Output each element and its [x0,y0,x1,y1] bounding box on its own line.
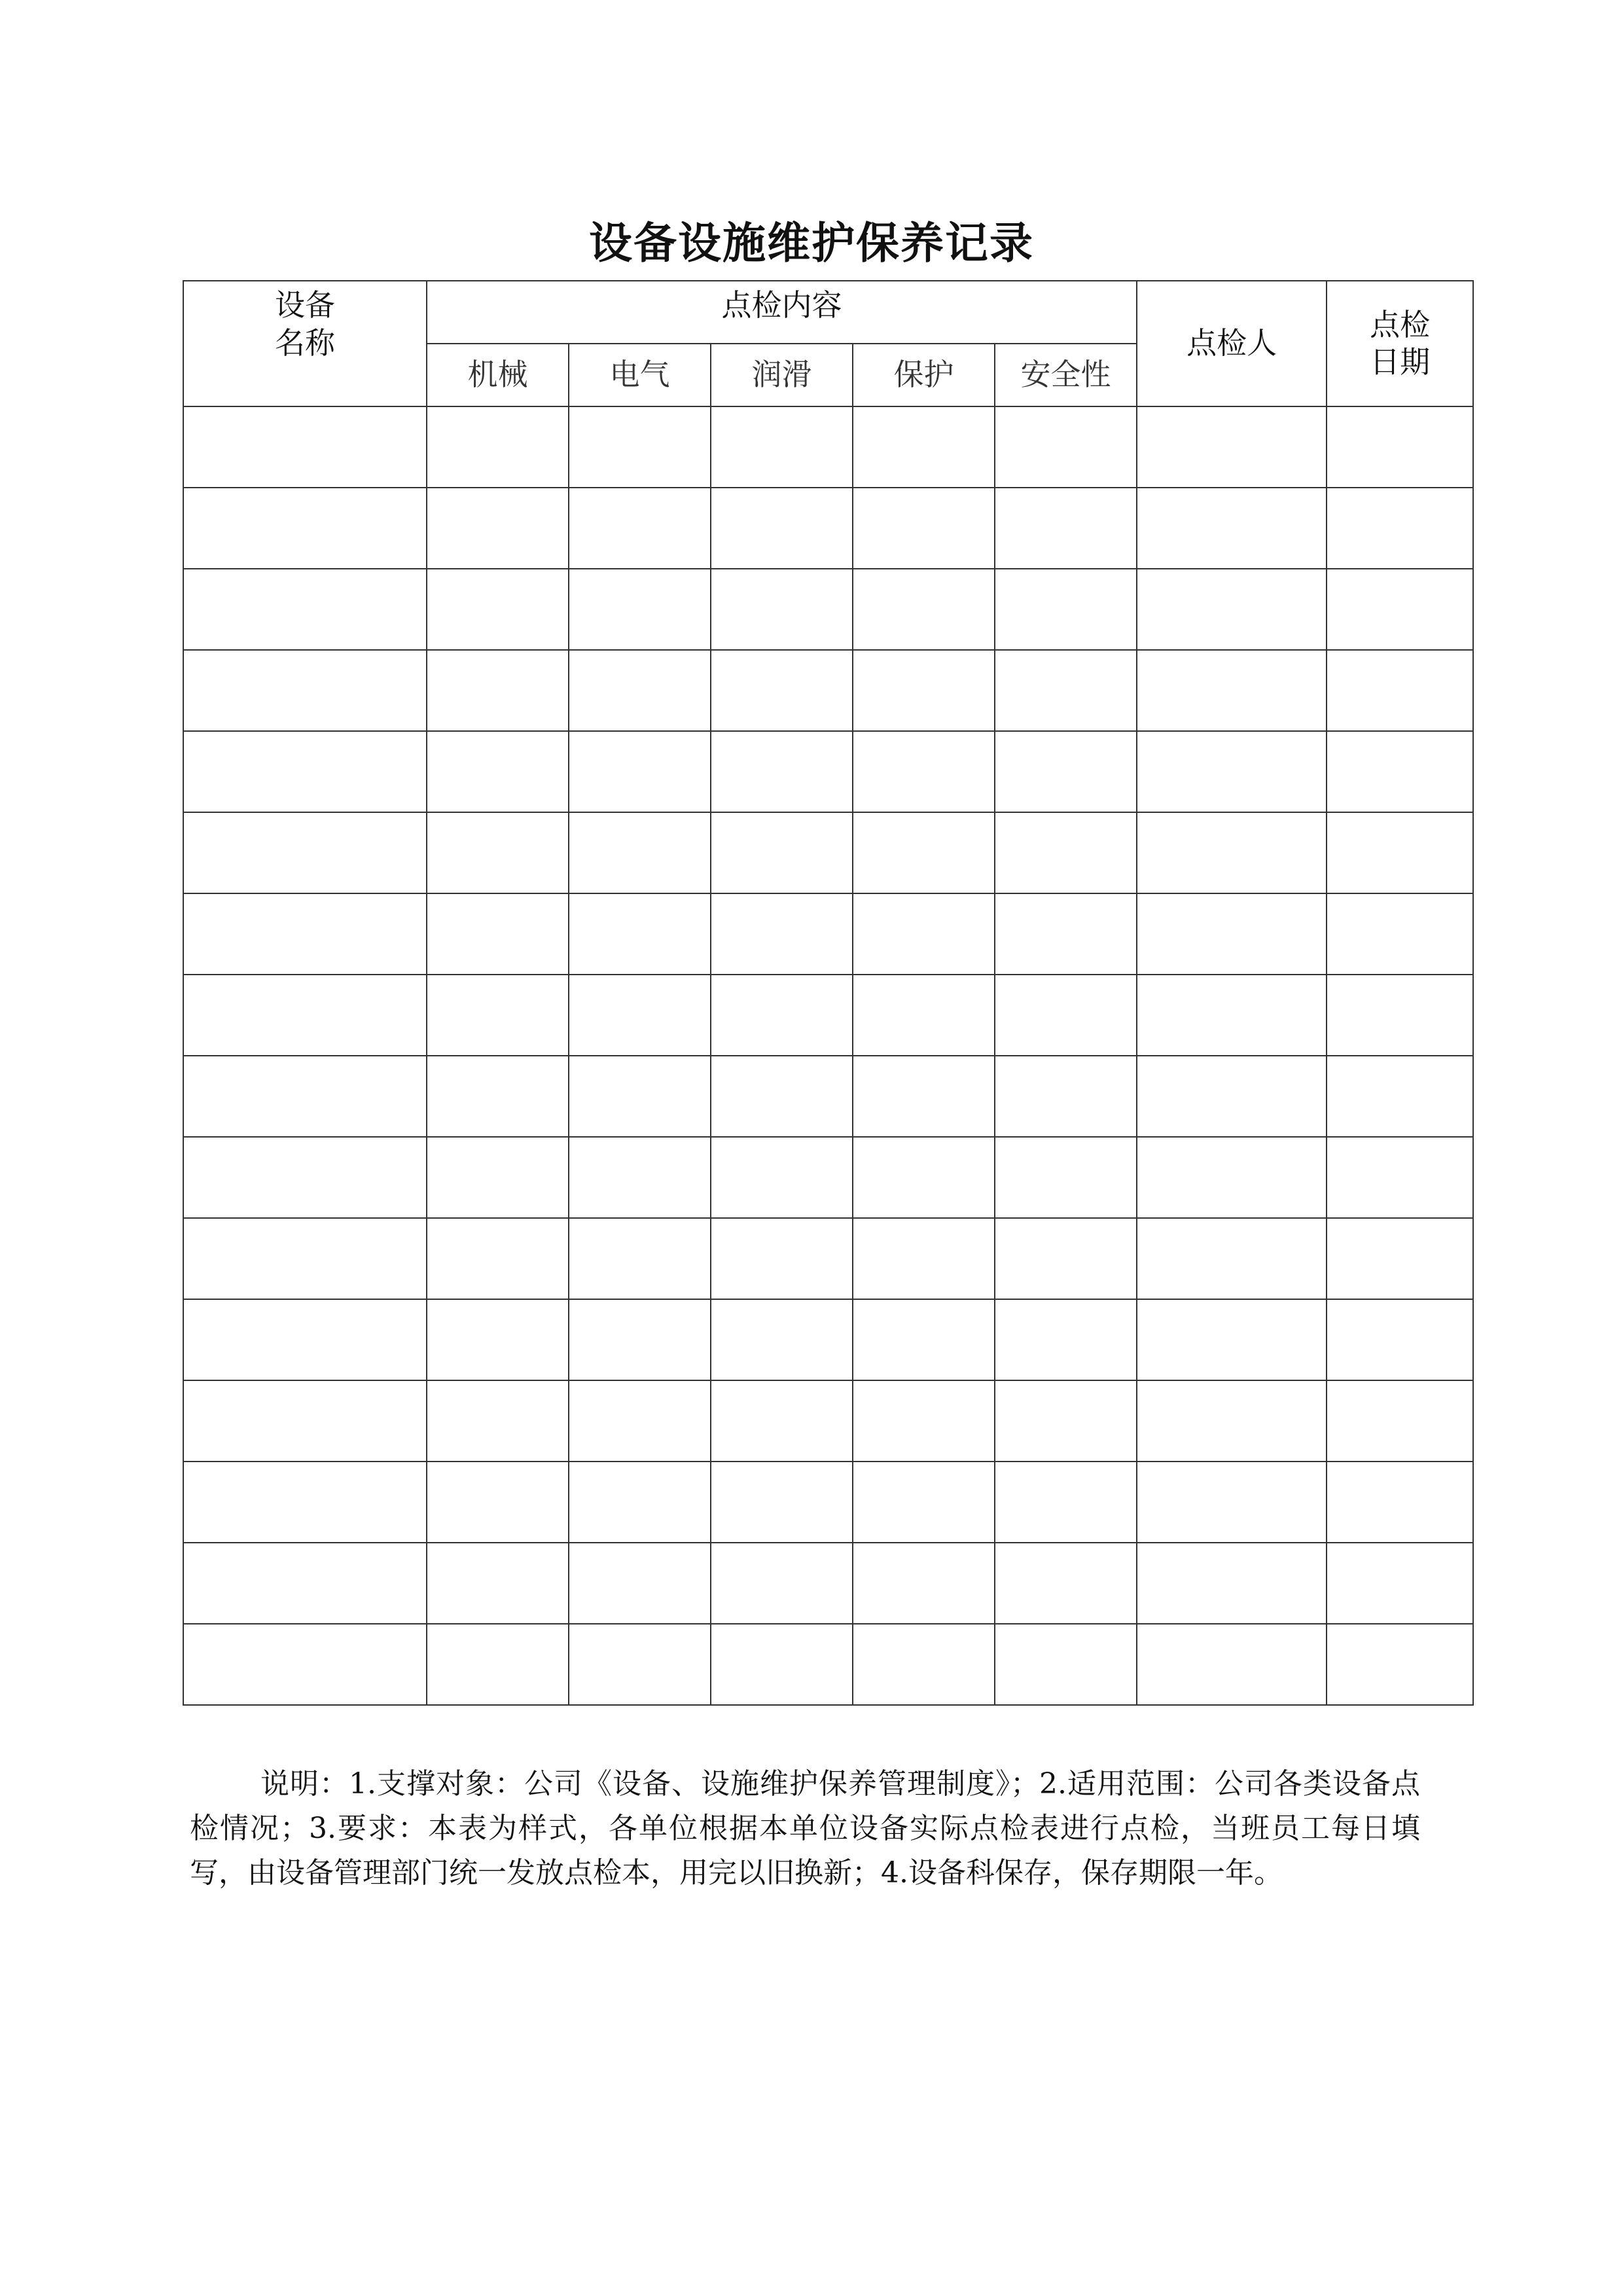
cell-protection[interactable] [853,893,995,975]
cell-date[interactable] [1327,1543,1473,1624]
cell-electrical[interactable] [569,1218,711,1299]
cell-protection[interactable] [853,1299,995,1380]
cell-protection[interactable] [853,1137,995,1218]
cell-lubrication[interactable] [711,406,853,488]
cell-safety[interactable] [995,650,1137,731]
cell-inspector[interactable] [1137,1137,1327,1218]
cell-electrical[interactable] [569,1299,711,1380]
cell-lubrication[interactable] [711,1543,853,1624]
cell-electrical[interactable] [569,1624,711,1705]
header-electrical: 电气 [569,344,711,406]
cell-lubrication[interactable] [711,731,853,812]
cell-protection[interactable] [853,650,995,731]
table-row [183,1543,1473,1624]
cell-inspector[interactable] [1137,812,1327,893]
cell-inspector[interactable] [1137,1543,1327,1624]
cell-electrical[interactable] [569,406,711,488]
cell-electrical[interactable] [569,731,711,812]
table-row [183,893,1473,975]
cell-date[interactable] [1327,650,1473,731]
cell-mechanical[interactable] [427,1299,569,1380]
cell-date[interactable] [1327,893,1473,975]
cell-mechanical[interactable] [427,975,569,1056]
header-inspection-date [1327,281,1473,406]
cell-inspector[interactable] [1137,1624,1327,1705]
cell-equipment-name[interactable] [183,406,427,488]
table-row [183,1462,1473,1543]
cell-electrical[interactable] [569,1543,711,1624]
cell-date[interactable] [1327,569,1473,650]
cell-protection[interactable] [853,1056,995,1137]
cell-inspector[interactable] [1137,975,1327,1056]
table-row [183,1380,1473,1462]
cell-safety[interactable] [995,406,1137,488]
cell-electrical[interactable] [569,488,711,569]
cell-inspector[interactable] [1137,406,1327,488]
cell-mechanical[interactable] [427,812,569,893]
cell-lubrication[interactable] [711,1462,853,1543]
cell-safety[interactable] [995,1462,1137,1543]
cell-mechanical[interactable] [427,488,569,569]
cell-safety[interactable] [995,975,1137,1056]
cell-safety[interactable] [995,731,1137,812]
cell-lubrication[interactable] [711,1218,853,1299]
table-row [183,975,1473,1056]
cell-safety[interactable] [995,1624,1137,1705]
cell-equipment-name[interactable] [183,1137,427,1218]
cell-inspector[interactable] [1137,650,1327,731]
cell-inspector[interactable] [1137,488,1327,569]
header-safety: 安全性 [995,344,1137,406]
cell-mechanical[interactable] [427,1218,569,1299]
table-row [183,1299,1473,1380]
cell-electrical[interactable] [569,975,711,1056]
header-equipment-name-line1: 设备 [275,287,335,323]
cell-safety[interactable] [995,488,1137,569]
table-row [183,1137,1473,1218]
cell-lubrication[interactable] [711,1056,853,1137]
table-row [183,569,1473,650]
cell-date[interactable] [1327,488,1473,569]
cell-equipment-name[interactable] [183,1380,427,1462]
cell-equipment-name[interactable] [183,650,427,731]
header-inspection-date-line1: 点检 [1370,306,1431,342]
table-row [183,1056,1473,1137]
cell-mechanical[interactable] [427,893,569,975]
cell-equipment-name[interactable] [183,975,427,1056]
cell-inspector[interactable] [1137,569,1327,650]
cell-safety[interactable] [995,1056,1137,1137]
cell-electrical[interactable] [569,812,711,893]
cell-date[interactable] [1327,1056,1473,1137]
cell-mechanical[interactable] [427,406,569,488]
cell-lubrication[interactable] [711,650,853,731]
note-paragraph: 说明：1.支撑对象：公司《设备、设施维护保养管理制度》；2.适用范围：公司各类设备点检情况；3.要求：本表为样式，各单位根据本单位设备实际点检表进行点检，当班员工每日填写，由设备管理部门统一发放点检本，用完以旧换新；4.设备科保存，保存期限一年。 [190,1767,1420,1890]
table-row [183,488,1473,569]
cell-inspector[interactable] [1137,1380,1327,1462]
cell-date[interactable] [1327,731,1473,812]
cell-date[interactable] [1327,1137,1473,1218]
cell-mechanical[interactable] [427,1462,569,1543]
cell-lubrication[interactable] [711,975,853,1056]
cell-date[interactable] [1327,1299,1473,1380]
cell-lubrication[interactable] [711,893,853,975]
cell-mechanical[interactable] [427,1137,569,1218]
table-row [183,1624,1473,1705]
cell-protection[interactable] [853,1380,995,1462]
cell-mechanical[interactable] [427,650,569,731]
cell-protection[interactable] [853,1543,995,1624]
cell-lubrication[interactable] [711,1380,853,1462]
header-inspection-date-line2: 日期 [1370,344,1431,380]
header-mechanical: 机械 [427,344,569,406]
cell-protection[interactable] [853,731,995,812]
cell-electrical[interactable] [569,1462,711,1543]
cell-electrical[interactable] [569,1380,711,1462]
cell-electrical[interactable] [569,569,711,650]
cell-safety[interactable] [995,893,1137,975]
cell-mechanical[interactable] [427,1056,569,1137]
cell-protection[interactable] [853,569,995,650]
cell-electrical[interactable] [569,1056,711,1137]
cell-mechanical[interactable] [427,569,569,650]
cell-mechanical[interactable] [427,731,569,812]
cell-mechanical[interactable] [427,1380,569,1462]
cell-safety[interactable] [995,812,1137,893]
cell-equipment-name[interactable] [183,569,427,650]
maintenance-record-table [183,280,1474,1706]
header-protection: 保护 [853,344,995,406]
cell-safety[interactable] [995,1218,1137,1299]
table-body [183,406,1473,1705]
cell-inspector[interactable] [1137,1462,1327,1543]
header-equipment-name [183,281,427,406]
cell-protection[interactable] [853,1624,995,1705]
header-inspector: 点检人 [1137,281,1327,406]
cell-lubrication[interactable] [711,1299,853,1380]
cell-equipment-name[interactable] [183,488,427,569]
cell-inspector[interactable] [1137,1299,1327,1380]
cell-electrical[interactable] [569,1137,711,1218]
cell-lubrication[interactable] [711,812,853,893]
cell-safety[interactable] [995,1299,1137,1380]
cell-lubrication[interactable] [711,1624,853,1705]
cell-equipment-name[interactable] [183,1624,427,1705]
cell-lubrication[interactable] [711,1137,853,1218]
table-row [183,731,1473,812]
table-row [183,812,1473,893]
cell-safety[interactable] [995,1137,1137,1218]
cell-equipment-name[interactable] [183,1299,427,1380]
cell-inspector[interactable] [1137,893,1327,975]
cell-protection[interactable] [853,975,995,1056]
table-row [183,1218,1473,1299]
cell-lubrication[interactable] [711,569,853,650]
cell-equipment-name[interactable] [183,812,427,893]
cell-date[interactable] [1327,1462,1473,1543]
cell-equipment-name[interactable] [183,1462,427,1543]
header-inspection-content: 点检内容 [427,281,1137,344]
cell-inspector[interactable] [1137,1056,1327,1137]
cell-safety[interactable] [995,1380,1137,1462]
table-row [183,406,1473,488]
cell-equipment-name[interactable] [183,893,427,975]
cell-inspector[interactable] [1137,731,1327,812]
cell-date[interactable] [1327,975,1473,1056]
header-lubrication: 润滑 [711,344,853,406]
cell-equipment-name[interactable] [183,731,427,812]
cell-date[interactable] [1327,1380,1473,1462]
cell-date[interactable] [1327,812,1473,893]
cell-protection[interactable] [853,1218,995,1299]
cell-protection[interactable] [853,406,995,488]
table-row [183,650,1473,731]
page-title: 设备设施维护保养记录 [589,218,1034,268]
cell-equipment-name[interactable] [183,1218,427,1299]
cell-protection[interactable] [853,1462,995,1543]
cell-electrical[interactable] [569,893,711,975]
cell-lubrication[interactable] [711,488,853,569]
cell-safety[interactable] [995,1543,1137,1624]
header-equipment-name-line2: 名称 [275,325,335,361]
cell-protection[interactable] [853,488,995,569]
cell-protection[interactable] [853,812,995,893]
cell-date[interactable] [1327,1624,1473,1705]
cell-inspector[interactable] [1137,1218,1327,1299]
cell-safety[interactable] [995,569,1137,650]
cell-mechanical[interactable] [427,1543,569,1624]
cell-equipment-name[interactable] [183,1056,427,1137]
cell-equipment-name[interactable] [183,1543,427,1624]
cell-date[interactable] [1327,1218,1473,1299]
cell-mechanical[interactable] [427,1624,569,1705]
cell-date[interactable] [1327,406,1473,488]
cell-electrical[interactable] [569,650,711,731]
